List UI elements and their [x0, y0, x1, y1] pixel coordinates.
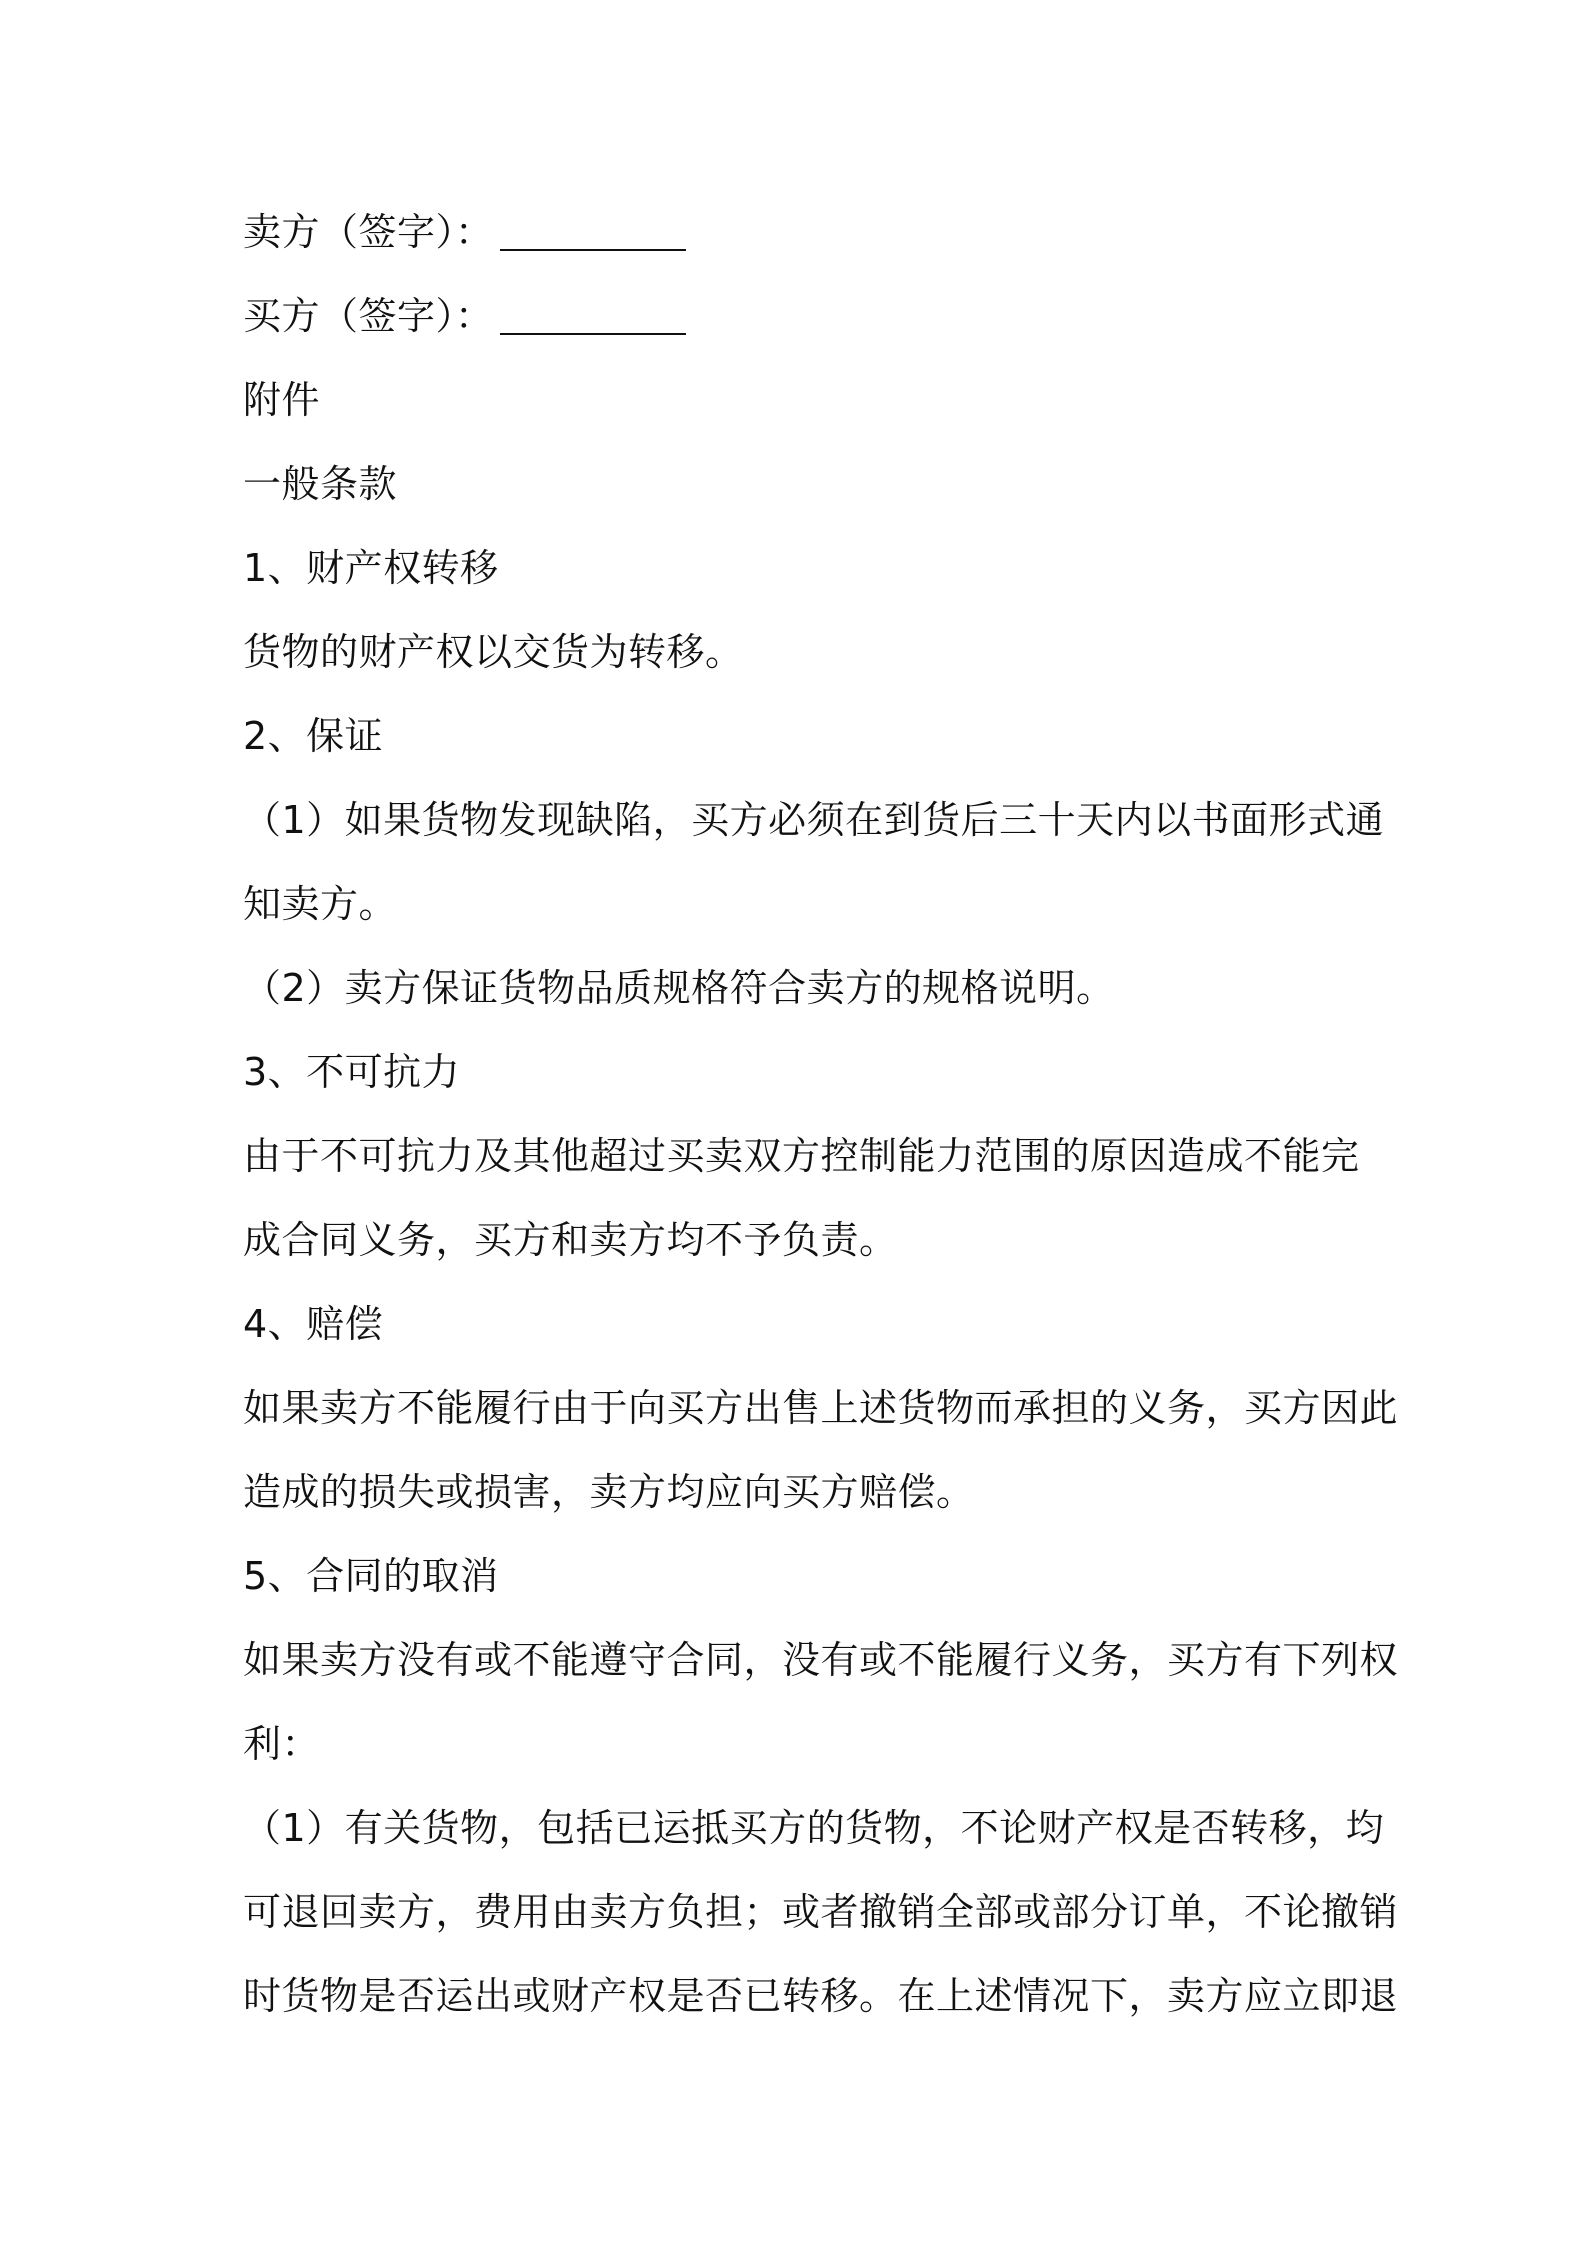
buyer-signature-label: 买方（签字）： — [243, 294, 494, 338]
general-terms-title: 一般条款 — [243, 462, 398, 506]
paragraph-line: 知卖方。 — [243, 882, 398, 926]
seller-signature-blank — [500, 219, 686, 251]
paragraph-line: （1）有关货物，包括已运抵买方的货物，不论财产权是否转移，均 — [243, 1806, 1385, 1850]
attachment-label: 附件 — [243, 378, 321, 422]
buyer-signature-blank — [500, 303, 686, 335]
paragraph-line: 利： — [243, 1722, 321, 1766]
paragraph-line: 货物的财产权以交货为转移。 — [243, 630, 744, 674]
seller-signature-label: 卖方（签字）： — [243, 210, 494, 254]
buyer-signature-line — [243, 274, 1355, 358]
paragraph-line: 造成的损失或损害，卖方均应向买方赔偿。 — [243, 1470, 975, 1514]
section-heading: 4、赔偿 — [243, 1302, 384, 1346]
seller-signature-line — [243, 190, 1355, 274]
section-heading: 2、保证 — [243, 714, 384, 758]
paragraph-line: 如果卖方没有或不能遵守合同，没有或不能履行义务，买方有下列权 — [243, 1638, 1399, 1682]
paragraph-line: （2）卖方保证货物品质规格符合卖方的规格说明。 — [243, 966, 1115, 1010]
paragraph-line: 时货物是否运出或财产权是否已转移。在上述情况下，卖方应立即退 — [243, 1974, 1399, 2018]
document-page — [243, 190, 1399, 2038]
paragraph-line: 如果卖方不能履行由于向买方出售上述货物而承担的义务，买方因此 — [243, 1386, 1399, 1430]
paragraph-line: （1）如果货物发现缺陷，买方必须在到货后三十天内以书面形式通 — [243, 798, 1385, 842]
section-heading: 5、合同的取消 — [243, 1554, 499, 1598]
section-heading: 3、不可抗力 — [243, 1050, 461, 1094]
paragraph-line: 由于不可抗力及其他超过买卖双方控制能力范围的原因造成不能完 — [243, 1134, 1360, 1178]
paragraph-line: 成合同义务，买方和卖方均不予负责。 — [243, 1218, 898, 1262]
paragraph-line: 可退回卖方，费用由卖方负担；或者撤销全部或部分订单，不论撤销 — [243, 1890, 1399, 1934]
section-heading: 1、财产权转移 — [243, 546, 499, 590]
